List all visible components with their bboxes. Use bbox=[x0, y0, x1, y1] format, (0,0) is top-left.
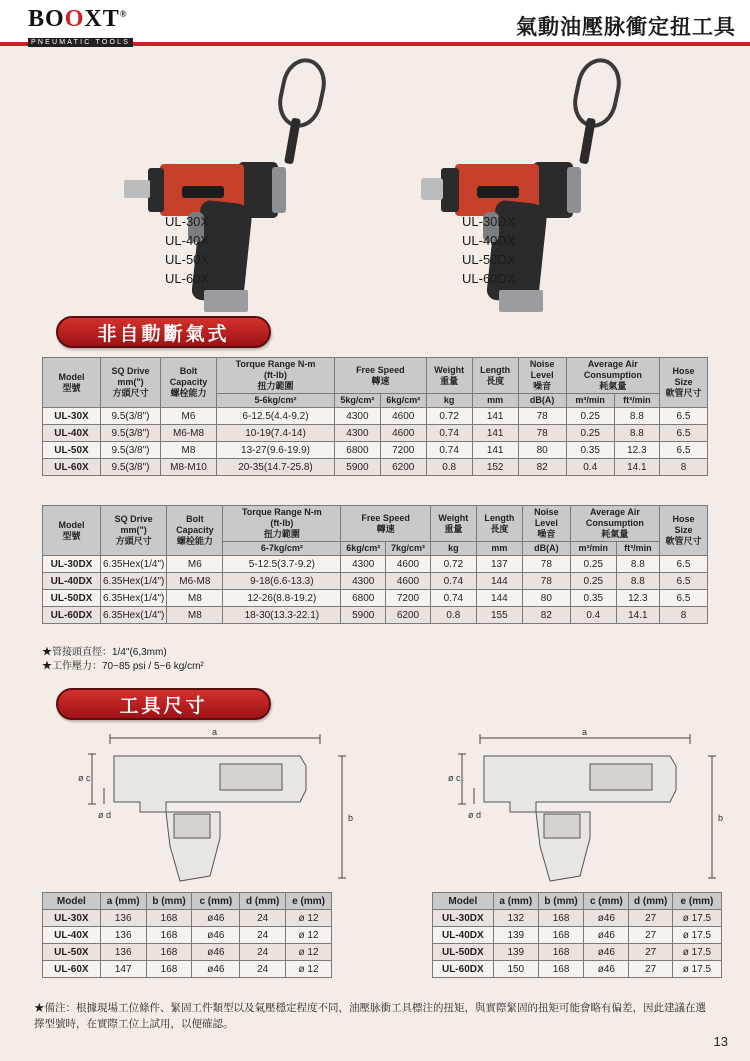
cell-hose: 8 bbox=[660, 607, 708, 624]
tool-photo-ul-x bbox=[120, 52, 370, 302]
table-row bbox=[43, 425, 708, 442]
cell-weight: 0.74 bbox=[426, 425, 472, 442]
cell-d: 27 bbox=[629, 944, 672, 961]
page-title: 氣動油壓脉衝定扭工具 bbox=[516, 16, 736, 39]
tool-photo-ul-dx bbox=[415, 52, 665, 302]
cell-hose: 8 bbox=[660, 459, 708, 476]
tool-front-collar bbox=[441, 168, 459, 212]
cell-sq: 9.5(3/8") bbox=[101, 425, 161, 442]
cell-d: 24 bbox=[240, 910, 286, 927]
tool-hex-chuck bbox=[421, 178, 443, 200]
cell-length: 141 bbox=[472, 442, 518, 459]
cell-model: UL-30DX bbox=[43, 556, 101, 573]
model-name: UL-50X bbox=[165, 252, 210, 267]
spec-table-dx bbox=[42, 505, 708, 624]
model-name: UL-30X bbox=[165, 214, 210, 229]
spec-notes bbox=[42, 646, 204, 674]
model-name: UL-50DX bbox=[462, 252, 516, 267]
cell-e: ø 17.5 bbox=[672, 944, 721, 961]
col-model: Model 型號 bbox=[43, 506, 101, 556]
subcol-air-ft3: ft³/min bbox=[614, 394, 659, 408]
cell-hose: 6.5 bbox=[660, 556, 708, 573]
col-c: c (mm) bbox=[584, 893, 629, 910]
cell-noise: 78 bbox=[518, 408, 566, 425]
cell-weight: 0.8 bbox=[426, 459, 472, 476]
cell-bolt: M8 bbox=[167, 590, 223, 607]
cell-c: ø46 bbox=[584, 944, 629, 961]
col-noise-level: Noise Level 噪音 bbox=[522, 506, 570, 542]
cell-bolt: M8-M10 bbox=[161, 459, 217, 476]
col-torque-range: Torque Range N-m (ft-lb) 扭力範圍 bbox=[223, 506, 341, 542]
cell-b: 168 bbox=[538, 944, 583, 961]
cell-e: ø 12 bbox=[286, 910, 332, 927]
table-row bbox=[433, 927, 722, 944]
table-header-row bbox=[43, 506, 708, 542]
cell-model: UL-40X bbox=[43, 927, 101, 944]
cell-sq: 6.35Hex(1/4") bbox=[101, 556, 167, 573]
cell-air1: 0.25 bbox=[566, 408, 614, 425]
cell-air1: 0.35 bbox=[570, 590, 616, 607]
table-row bbox=[433, 944, 722, 961]
cell-b: 168 bbox=[146, 961, 192, 978]
cell-weight: 0.72 bbox=[430, 556, 476, 573]
cell-air2: 12.3 bbox=[616, 590, 659, 607]
col-b: b (mm) bbox=[538, 893, 583, 910]
cell-model: UL-30DX bbox=[433, 910, 494, 927]
cell-model: UL-50X bbox=[43, 442, 101, 459]
subcol-length-unit: mm bbox=[476, 542, 522, 556]
cell-e: ø 17.5 bbox=[672, 910, 721, 927]
table-row bbox=[43, 910, 332, 927]
page-footnote: ★備注：根據現場工位條件、緊固工件類型以及氣壓穩定程度不同，油壓脉衝工具標注的扭矩，與實際緊固的扭矩可能會略有偏差，因此建議在選擇型號時，在實際工位上試用，以便確認。 bbox=[34, 1002, 706, 1030]
cell-speed1: 4300 bbox=[335, 408, 381, 425]
cell-bolt: M8 bbox=[161, 442, 217, 459]
cell-e: ø 12 bbox=[286, 961, 332, 978]
model-name: UL-40DX bbox=[462, 233, 516, 248]
subcol-weight-unit: kg bbox=[426, 394, 472, 408]
col-air-consumption: Average Air Consumption 耗氣量 bbox=[570, 506, 659, 542]
col-bolt-capacity: Bolt Capacity 螺栓能力 bbox=[167, 506, 223, 556]
cell-speed2: 4600 bbox=[380, 425, 426, 442]
tool-air-inlet bbox=[204, 290, 248, 312]
col-b: b (mm) bbox=[146, 893, 192, 910]
table-row bbox=[43, 556, 708, 573]
table-row bbox=[43, 442, 708, 459]
cell-torque: 9-18(6.6-13.3) bbox=[223, 573, 341, 590]
cell-noise: 78 bbox=[522, 556, 570, 573]
table-row bbox=[433, 961, 722, 978]
col-hose-size: Hose Size 軟管尺寸 bbox=[660, 358, 708, 408]
svg-text:a: a bbox=[582, 727, 588, 737]
subcol-air-m3: m³/min bbox=[570, 542, 616, 556]
cell-model: UL-60DX bbox=[433, 961, 494, 978]
tool-air-inlet bbox=[499, 290, 543, 312]
tool-label-window bbox=[477, 186, 519, 198]
section-tab-dimensions: 工具尺寸 bbox=[56, 688, 271, 720]
cell-sq: 6.35Hex(1/4") bbox=[101, 573, 167, 590]
table-row bbox=[43, 459, 708, 476]
table-row bbox=[43, 961, 332, 978]
note-working-pressure: ★工作壓力：70~85 psi / 5~6 kg/cm² bbox=[42, 661, 204, 672]
col-c: c (mm) bbox=[192, 893, 240, 910]
cell-sq: 9.5(3/8") bbox=[101, 408, 161, 425]
svg-text:ø d: ø d bbox=[98, 810, 112, 820]
col-d: d (mm) bbox=[629, 893, 672, 910]
cell-noise: 82 bbox=[522, 607, 570, 624]
model-name: UL-40X bbox=[165, 233, 210, 248]
cell-bolt: M6-M8 bbox=[167, 573, 223, 590]
cell-c: ø46 bbox=[192, 961, 240, 978]
page-number: 13 bbox=[713, 1034, 728, 1049]
subcol-torque-pressure: 6-7kg/cm² bbox=[223, 542, 341, 556]
cell-a: 136 bbox=[100, 944, 146, 961]
tool-anvil bbox=[124, 180, 150, 198]
cell-e: ø 17.5 bbox=[672, 961, 721, 978]
cell-length: 141 bbox=[472, 425, 518, 442]
dimension-table-x bbox=[42, 892, 332, 978]
cell-length: 144 bbox=[476, 573, 522, 590]
svg-text:b: b bbox=[348, 813, 354, 823]
col-e: e (mm) bbox=[672, 893, 721, 910]
brand-name: BOOXT® bbox=[28, 6, 128, 32]
model-list-left bbox=[165, 212, 209, 288]
cell-d: 24 bbox=[240, 927, 286, 944]
svg-text:b: b bbox=[718, 813, 724, 823]
cell-length: 144 bbox=[476, 590, 522, 607]
col-noise-level: Noise Level 噪音 bbox=[518, 358, 566, 394]
table-row bbox=[43, 927, 332, 944]
cell-hose: 6.5 bbox=[660, 408, 708, 425]
cell-speed1: 6800 bbox=[335, 442, 381, 459]
cell-weight: 0.74 bbox=[430, 573, 476, 590]
cell-air1: 0.35 bbox=[566, 442, 614, 459]
cell-speed1: 4300 bbox=[341, 573, 386, 590]
col-model: Model bbox=[433, 893, 494, 910]
col-free-speed: Free Speed 轉速 bbox=[335, 358, 427, 394]
tool-rear-cap bbox=[567, 167, 581, 213]
cell-air2: 8.8 bbox=[616, 573, 659, 590]
col-length: Length 長度 bbox=[472, 358, 518, 394]
cell-noise: 80 bbox=[522, 590, 570, 607]
cell-b: 168 bbox=[146, 910, 192, 927]
cell-hose: 6.5 bbox=[660, 590, 708, 607]
hose-loop bbox=[568, 54, 626, 132]
col-air-consumption: Average Air Consumption 耗氣量 bbox=[566, 358, 659, 394]
col-a: a (mm) bbox=[100, 893, 146, 910]
cell-air1: 0.25 bbox=[566, 425, 614, 442]
table-row bbox=[433, 910, 722, 927]
cell-sq: 9.5(3/8") bbox=[101, 442, 161, 459]
table-header-row bbox=[43, 893, 332, 910]
cell-speed1: 4300 bbox=[335, 425, 381, 442]
subcol-speed-6kg: 6kg/cm² bbox=[341, 542, 386, 556]
cell-sq: 6.35Hex(1/4") bbox=[101, 590, 167, 607]
cell-b: 168 bbox=[538, 927, 583, 944]
cell-air2: 8.8 bbox=[614, 408, 659, 425]
cell-speed1: 5900 bbox=[335, 459, 381, 476]
cell-model: UL-40X bbox=[43, 425, 101, 442]
cell-speed2: 6200 bbox=[386, 607, 431, 624]
cell-speed2: 6200 bbox=[380, 459, 426, 476]
cell-noise: 82 bbox=[518, 459, 566, 476]
cell-c: ø46 bbox=[584, 961, 629, 978]
cell-sq: 9.5(3/8") bbox=[101, 459, 161, 476]
cell-model: UL-40DX bbox=[43, 573, 101, 590]
col-weight: Weight 重量 bbox=[426, 358, 472, 394]
col-model: Model bbox=[43, 893, 101, 910]
subcol-speed-7kg: 7kg/cm² bbox=[386, 542, 431, 556]
table-row bbox=[43, 607, 708, 624]
subcol-weight-unit: kg bbox=[430, 542, 476, 556]
cell-speed2: 4600 bbox=[380, 408, 426, 425]
cell-torque: 18-30(13.3-22.1) bbox=[223, 607, 341, 624]
cell-model: UL-50DX bbox=[433, 944, 494, 961]
product-photo-area bbox=[0, 52, 750, 342]
cell-model: UL-50X bbox=[43, 944, 101, 961]
cell-d: 24 bbox=[240, 944, 286, 961]
cell-sq: 6.35Hex(1/4") bbox=[101, 607, 167, 624]
page-header bbox=[0, 0, 750, 46]
cell-air2: 14.1 bbox=[614, 459, 659, 476]
cell-d: 27 bbox=[629, 910, 672, 927]
svg-text:ø c: ø c bbox=[78, 773, 91, 783]
cell-model: UL-30X bbox=[43, 408, 101, 425]
cell-speed1: 5900 bbox=[341, 607, 386, 624]
dimension-drawing-right bbox=[440, 726, 740, 891]
cell-model: UL-30X bbox=[43, 910, 101, 927]
cell-c: ø46 bbox=[192, 910, 240, 927]
cell-noise: 80 bbox=[518, 442, 566, 459]
cell-speed2: 4600 bbox=[386, 573, 431, 590]
cell-length: 152 bbox=[472, 459, 518, 476]
cell-b: 168 bbox=[538, 910, 583, 927]
svg-text:ø d: ø d bbox=[468, 810, 482, 820]
hose-stem bbox=[284, 118, 301, 165]
cell-model: UL-60X bbox=[43, 459, 101, 476]
cell-air1: 0.25 bbox=[570, 556, 616, 573]
subcol-noise-unit: dB(A) bbox=[522, 542, 570, 556]
cell-torque: 6-12.5(4.4-9.2) bbox=[217, 408, 335, 425]
table-row bbox=[43, 408, 708, 425]
table-header-row bbox=[43, 358, 708, 394]
col-model: Model 型號 bbox=[43, 358, 101, 408]
cell-weight: 0.74 bbox=[430, 590, 476, 607]
dimension-table-dx bbox=[432, 892, 722, 978]
cell-c: ø46 bbox=[192, 944, 240, 961]
cell-torque: 5-12.5(3.7-9.2) bbox=[223, 556, 341, 573]
subcol-noise-unit: dB(A) bbox=[518, 394, 566, 408]
cell-bolt: M6-M8 bbox=[161, 425, 217, 442]
col-d: d (mm) bbox=[240, 893, 286, 910]
cell-weight: 0.72 bbox=[426, 408, 472, 425]
cell-model: UL-60DX bbox=[43, 607, 101, 624]
cell-e: ø 12 bbox=[286, 944, 332, 961]
tool-label-window bbox=[182, 186, 224, 198]
col-bolt-capacity: Bolt Capacity 螺栓能力 bbox=[161, 358, 217, 408]
cell-speed2: 7200 bbox=[380, 442, 426, 459]
hose-stem bbox=[579, 118, 596, 165]
cell-d: 27 bbox=[629, 927, 672, 944]
cell-torque: 12-26(8.8-19.2) bbox=[223, 590, 341, 607]
model-name: UL-60DX bbox=[462, 271, 516, 286]
col-e: e (mm) bbox=[286, 893, 332, 910]
cell-hose: 6.5 bbox=[660, 573, 708, 590]
cell-weight: 0.8 bbox=[430, 607, 476, 624]
cell-model: UL-50DX bbox=[43, 590, 101, 607]
cell-air2: 14.1 bbox=[616, 607, 659, 624]
cell-bolt: M6 bbox=[161, 408, 217, 425]
svg-text:a: a bbox=[212, 727, 218, 737]
brand-tagline: PNEUMATIC TOOLS bbox=[28, 38, 133, 47]
cell-noise: 78 bbox=[522, 573, 570, 590]
cell-a: 139 bbox=[493, 944, 538, 961]
cell-d: 27 bbox=[629, 961, 672, 978]
col-free-speed: Free Speed 轉速 bbox=[341, 506, 430, 542]
table-row bbox=[43, 944, 332, 961]
cell-a: 139 bbox=[493, 927, 538, 944]
col-a: a (mm) bbox=[493, 893, 538, 910]
cell-a: 132 bbox=[493, 910, 538, 927]
cell-air1: 0.4 bbox=[566, 459, 614, 476]
svg-text:ø c: ø c bbox=[448, 773, 461, 783]
cell-length: 155 bbox=[476, 607, 522, 624]
cell-hose: 6.5 bbox=[660, 425, 708, 442]
cell-a: 136 bbox=[100, 910, 146, 927]
subcol-torque-pressure: 5-6kg/cm² bbox=[217, 394, 335, 408]
cell-a: 150 bbox=[493, 961, 538, 978]
cell-b: 168 bbox=[538, 961, 583, 978]
cell-air2: 12.3 bbox=[614, 442, 659, 459]
cell-air2: 8.8 bbox=[614, 425, 659, 442]
cell-b: 168 bbox=[146, 927, 192, 944]
cell-d: 24 bbox=[240, 961, 286, 978]
note-fitting-diameter: ★管接頭直徑：1/4"(6,3mm) bbox=[42, 647, 167, 658]
cell-b: 168 bbox=[146, 944, 192, 961]
table-header-row bbox=[433, 893, 722, 910]
col-length: Length 長度 bbox=[476, 506, 522, 542]
cell-torque: 20-35(14.7-25.8) bbox=[217, 459, 335, 476]
col-weight: Weight 重量 bbox=[430, 506, 476, 542]
model-name: UL-60X bbox=[165, 271, 210, 286]
spec-table-x bbox=[42, 357, 708, 476]
cell-a: 136 bbox=[100, 927, 146, 944]
cell-bolt: M6 bbox=[167, 556, 223, 573]
table-row bbox=[43, 573, 708, 590]
model-list-right bbox=[462, 212, 515, 288]
cell-air1: 0.25 bbox=[570, 573, 616, 590]
cell-speed2: 4600 bbox=[386, 556, 431, 573]
cell-hose: 6.5 bbox=[660, 442, 708, 459]
cell-e: ø 17.5 bbox=[672, 927, 721, 944]
subcol-air-ft3: ft³/min bbox=[616, 542, 659, 556]
subcol-speed-5kg: 5kg/cm² bbox=[335, 394, 381, 408]
col-torque-range: Torque Range N-m (ft-lb) 扭力範圍 bbox=[217, 358, 335, 394]
cell-air2: 8.8 bbox=[616, 556, 659, 573]
cell-noise: 78 bbox=[518, 425, 566, 442]
tool-front-collar bbox=[148, 168, 164, 212]
cell-weight: 0.74 bbox=[426, 442, 472, 459]
cell-model: UL-40DX bbox=[433, 927, 494, 944]
cell-length: 137 bbox=[476, 556, 522, 573]
col-hose-size: Hose Size 軟管尺寸 bbox=[660, 506, 708, 556]
cell-air1: 0.4 bbox=[570, 607, 616, 624]
subcol-length-unit: mm bbox=[472, 394, 518, 408]
subcol-air-m3: m³/min bbox=[566, 394, 614, 408]
cell-length: 141 bbox=[472, 408, 518, 425]
cell-c: ø46 bbox=[584, 910, 629, 927]
col-sq-drive: SQ Drive mm(") 方頭尺寸 bbox=[101, 506, 167, 556]
cell-bolt: M8 bbox=[167, 607, 223, 624]
table-row bbox=[43, 590, 708, 607]
brand-logo bbox=[28, 7, 133, 49]
cell-torque: 13-27(9.6-19.9) bbox=[217, 442, 335, 459]
cell-c: ø46 bbox=[584, 927, 629, 944]
cell-torque: 10-19(7.4-14) bbox=[217, 425, 335, 442]
section-tab-spec: 非自動斷氣式 bbox=[56, 316, 271, 348]
col-sq-drive: SQ Drive mm(") 方頭尺寸 bbox=[101, 358, 161, 408]
tool-rear-cap bbox=[272, 167, 286, 213]
cell-speed2: 7200 bbox=[386, 590, 431, 607]
cell-c: ø46 bbox=[192, 927, 240, 944]
dimension-drawing-left bbox=[70, 726, 370, 891]
subcol-speed-6kg: 6kg/cm² bbox=[380, 394, 426, 408]
cell-model: UL-60X bbox=[43, 961, 101, 978]
cell-a: 147 bbox=[100, 961, 146, 978]
hose-loop bbox=[273, 54, 331, 132]
cell-speed1: 6800 bbox=[341, 590, 386, 607]
cell-speed1: 4300 bbox=[341, 556, 386, 573]
model-name: UL-30DX bbox=[462, 214, 516, 229]
cell-e: ø 12 bbox=[286, 927, 332, 944]
